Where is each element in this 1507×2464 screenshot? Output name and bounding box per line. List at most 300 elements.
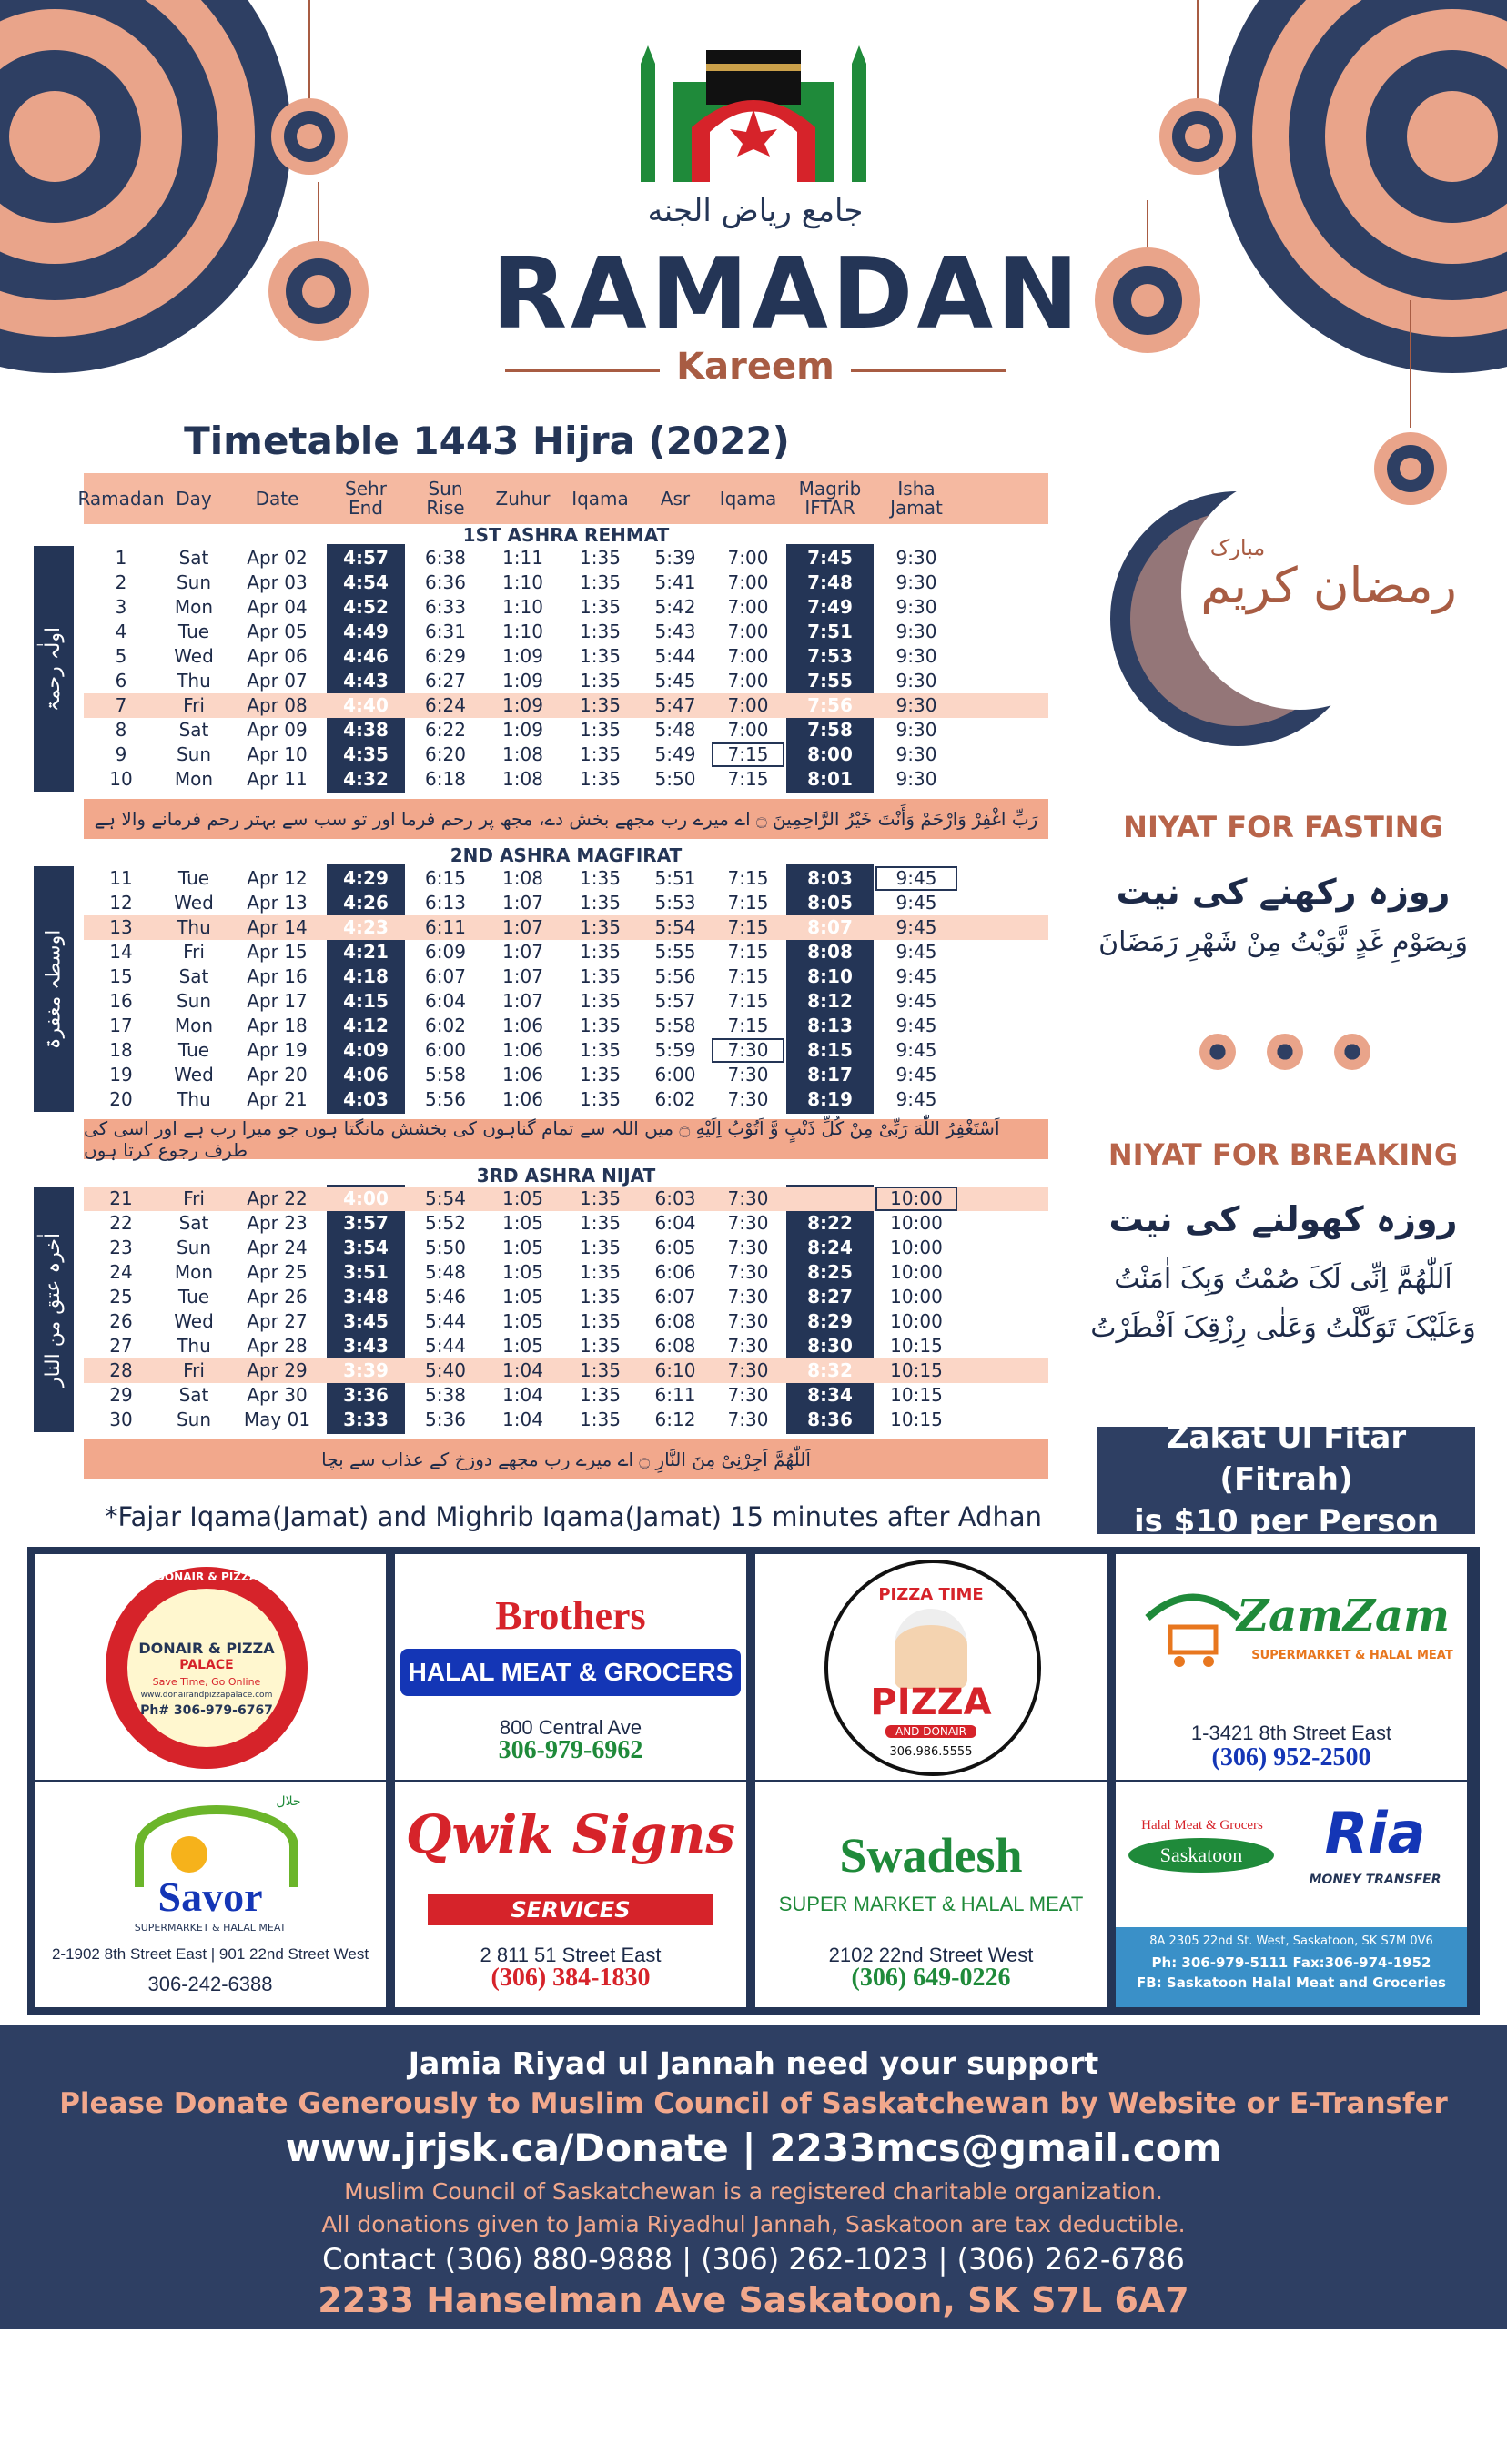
- table-cell: 4:18: [343, 965, 389, 987]
- table-cell: 4:38: [343, 719, 389, 741]
- swadesh-address: 2102 22nd Street West: [828, 1944, 1034, 1966]
- table-cell: 5:44: [425, 1310, 466, 1332]
- table-cell: 1:35: [580, 1015, 621, 1036]
- table-cell: 1:08: [502, 743, 543, 765]
- table-row: [84, 546, 1048, 571]
- footer-contact: Contact (306) 880-9888 | (306) 262-1023 | (306) 262-6786: [322, 2242, 1185, 2277]
- table-cell: 1:06: [502, 1064, 543, 1086]
- table-cell: 6:38: [425, 547, 466, 569]
- table-cell: Apr 03: [247, 571, 308, 593]
- table-cell: 8:19: [807, 1088, 853, 1110]
- table-cell: 7:00: [727, 694, 769, 716]
- table-cell: 6:09: [425, 941, 466, 963]
- crescent-moon-icon: [1101, 482, 1483, 755]
- table-cell: 5:46: [425, 1286, 466, 1308]
- table-cell: 1:07: [502, 941, 543, 963]
- niyat-fasting-urdu: روزہ رکھنے کی نیت: [1116, 872, 1451, 912]
- table-cell: 5:51: [654, 867, 696, 889]
- table-cell: 7:15: [727, 990, 769, 1012]
- table-cell: 6:31: [425, 621, 466, 642]
- table-cell: 4:49: [343, 621, 389, 642]
- table-cell: 6:02: [654, 1088, 696, 1110]
- ashra-side-text: اولٰہ رحمۃ: [42, 626, 66, 712]
- table-cell: 7:49: [807, 596, 853, 618]
- table-cell: Apr 18: [247, 1015, 308, 1036]
- table-cell: 8:12: [807, 990, 853, 1012]
- donair-name-2: PALACE: [179, 1658, 234, 1672]
- table-cell: Thu: [177, 670, 211, 692]
- niyat-breaking-arabic-1: اَللّٰهُمَّ اِنِّی لَکَ صُمْتُ وَبِکَ اٰمَنْتُ: [1114, 1263, 1452, 1295]
- table-cell: 6:03: [654, 1187, 696, 1209]
- table-cell: 9:30: [895, 670, 937, 692]
- table-cell: Thu: [177, 916, 211, 938]
- table-cell: 8:27: [807, 1286, 853, 1308]
- table-cell: 1:09: [502, 719, 543, 741]
- table-row: [84, 866, 1048, 891]
- ashra-side-text: اٰخرہ عتق من النار: [42, 1232, 66, 1387]
- column-header: Sun Rise: [426, 478, 465, 519]
- donair-phone: Ph# 306-979-6767: [140, 1703, 273, 1718]
- table-cell: 1:09: [502, 645, 543, 667]
- table-cell: Apr 26: [247, 1286, 308, 1308]
- chef-icon: [895, 1609, 967, 1689]
- table-cell: 7:15: [727, 965, 769, 987]
- table-cell: 7:15: [727, 768, 769, 790]
- table-cell: 6:05: [654, 1237, 696, 1258]
- table-cell: Apr 04: [247, 596, 308, 618]
- table-cell: 4:43: [343, 670, 389, 692]
- table-cell: 1:35: [580, 621, 621, 642]
- table-row: [84, 669, 1048, 693]
- table-cell: Sun: [176, 1409, 212, 1430]
- hanging-flower-left-2: [264, 182, 373, 346]
- brothers-banner: HALAL MEAT & GROCERS: [400, 1649, 741, 1696]
- table-cell: 1:07: [502, 965, 543, 987]
- table-cell: Sat: [178, 1384, 209, 1406]
- table-row: [84, 595, 1048, 620]
- table-cell: 7:00: [727, 621, 769, 642]
- table-cell: 1:05: [502, 1261, 543, 1283]
- table-cell: 9:30: [895, 547, 937, 569]
- ashra-side-label: [34, 546, 74, 792]
- table-cell: 5:48: [654, 719, 696, 741]
- ad-zamzam-supermarket[interactable]: [1116, 1554, 1467, 1780]
- table-cell: 5:53: [654, 892, 696, 914]
- hanging-flower-right-2: [1088, 200, 1207, 364]
- table-cell: 4:57: [343, 547, 389, 569]
- ria-sub: MONEY TRANSFER: [1309, 1873, 1441, 1887]
- table-row: [84, 1383, 1048, 1408]
- table-cell: 24: [109, 1261, 133, 1283]
- table-cell: 4:46: [343, 645, 389, 667]
- table-cell: 7:00: [727, 645, 769, 667]
- table-cell: 10:00: [890, 1237, 943, 1258]
- table-cell: Fri: [183, 1187, 205, 1209]
- table-cell: 6:11: [425, 916, 466, 938]
- pizzatime-sub: AND DONAIR: [885, 1725, 976, 1738]
- table-cell: 8:00: [807, 743, 853, 765]
- table-cell: 6:10: [654, 1359, 696, 1381]
- table-cell: 6:04: [654, 1212, 696, 1234]
- table-cell: Apr 02: [247, 547, 308, 569]
- table-cell: 1:10: [502, 621, 543, 642]
- savor-phone: 306-242-6388: [147, 1973, 273, 1995]
- table-cell: 12: [109, 892, 133, 914]
- ad-donair-pizza-palace[interactable]: [35, 1554, 386, 1780]
- table-cell: Apr 07: [247, 670, 308, 692]
- table-cell: 8:24: [807, 1237, 853, 1258]
- table-cell: 1:05: [502, 1237, 543, 1258]
- zamzam-phone: (306) 952-2500: [1211, 1743, 1371, 1772]
- timetable-footnote: *Fajar Iqama(Jamat) and Mighrib Iqama(Jamat) 15 minutes after Adhan: [105, 1501, 1042, 1532]
- ria-halal-text: Halal Meat & Grocers: [1141, 1818, 1263, 1833]
- table-cell: 5:38: [425, 1384, 466, 1406]
- ria-line-1: 8A 2305 22nd St. West, Saskatoon, SK S7M 0V6: [1149, 1934, 1433, 1948]
- column-header: Asr: [660, 487, 691, 510]
- table-cell: 8:22: [807, 1212, 853, 1234]
- table-cell: 1:35: [580, 990, 621, 1012]
- table-cell: 16: [109, 990, 133, 1012]
- table-row: [84, 940, 1048, 964]
- table-cell: 4:35: [343, 743, 389, 765]
- table-cell: 4:32: [343, 768, 389, 790]
- brothers-phone: 306-979-6962: [498, 1736, 643, 1764]
- table-header: [77, 473, 1048, 524]
- table-cell: 7:15: [727, 941, 769, 963]
- table-cell: 6:04: [425, 990, 466, 1012]
- table-cell: Apr 13: [247, 892, 308, 914]
- table-cell: 4:09: [343, 1039, 389, 1061]
- table-cell: 1:35: [580, 1261, 621, 1283]
- table-cell: 1:06: [502, 1015, 543, 1036]
- table-cell: 7:30: [727, 1261, 769, 1283]
- table-cell: Apr 21: [247, 1088, 308, 1110]
- table-cell: 6:08: [654, 1310, 696, 1332]
- table-cell: Mon: [174, 768, 214, 790]
- table-cell: 4:03: [343, 1088, 389, 1110]
- column-header: Isha Jamat: [890, 478, 943, 519]
- table-cell: 1:35: [580, 1384, 621, 1406]
- table-cell: 8:15: [807, 1039, 853, 1061]
- ad-qwik-signs[interactable]: [395, 1782, 746, 2007]
- zamzam-sub: SUPERMARKET & HALAL MEAT: [1251, 1649, 1453, 1662]
- table-row: [84, 1334, 1048, 1358]
- table-cell: 1:05: [502, 1335, 543, 1357]
- table-cell: 5:40: [425, 1359, 466, 1381]
- table-cell: 9:45: [895, 1015, 937, 1036]
- table-row: [84, 1260, 1048, 1285]
- table-cell: 3:57: [343, 1212, 389, 1234]
- table-cell: 7:00: [727, 547, 769, 569]
- table-cell: 11: [109, 867, 133, 889]
- table-cell: Apr 09: [247, 719, 308, 741]
- table-row: [84, 964, 1048, 989]
- table-row: [84, 1187, 1048, 1211]
- table-cell: 1:35: [580, 916, 621, 938]
- savor-address: 2-1902 8th Street East | 901 22nd Street West: [51, 1945, 369, 1963]
- table-cell: 7:00: [727, 596, 769, 618]
- table-cell: 6:07: [654, 1286, 696, 1308]
- table-cell: 1:05: [502, 1187, 543, 1209]
- table-row: [84, 693, 1048, 718]
- table-cell: 3:33: [343, 1409, 389, 1430]
- table-cell: 1: [115, 547, 127, 569]
- table-cell: 7:53: [807, 645, 853, 667]
- page-title: RAMADAN: [491, 237, 1083, 351]
- table-cell: 10:15: [890, 1384, 943, 1406]
- table-cell: 10:00: [890, 1261, 943, 1283]
- table-cell: 6: [115, 670, 127, 692]
- table-cell: 5:50: [654, 768, 696, 790]
- table-cell: 8:30: [807, 1335, 853, 1357]
- table-cell: Apr 11: [247, 768, 308, 790]
- table-row: [84, 644, 1048, 669]
- ad-pizza-time[interactable]: [755, 1554, 1107, 1780]
- ria-line-2: Ph: 306-979-5111 Fax:306-974-1952: [1151, 1954, 1431, 1971]
- table-row: [84, 915, 1048, 940]
- table-cell: 6:15: [425, 867, 466, 889]
- table-cell: Apr 10: [247, 743, 308, 765]
- table-cell: 5:50: [425, 1237, 466, 1258]
- table-cell: 25: [109, 1286, 133, 1308]
- table-cell: 4:40: [343, 694, 389, 716]
- ashra-dua: اَللّٰهُمَّ اَجِرْنِیْ مِنَ النَّارِ ۝ اے میرے رب مجھے دوزخ کے عذاب سے بچا: [84, 1439, 1048, 1479]
- donair-website: www.donairandpizzapalace.com: [140, 1691, 273, 1700]
- table-cell: 7:30: [727, 1237, 769, 1258]
- table-cell: 2: [115, 571, 127, 593]
- table-cell: 6:11: [654, 1384, 696, 1406]
- table-cell: 4:00: [343, 1187, 389, 1209]
- table-cell: Sun: [176, 990, 212, 1012]
- table-cell: 1:35: [580, 571, 621, 593]
- ad-brothers-halal-meat[interactable]: [395, 1554, 746, 1780]
- table-row: [84, 1014, 1048, 1038]
- table-cell: 8:36: [807, 1409, 853, 1430]
- ad-savor-supermarket[interactable]: [35, 1782, 386, 2007]
- table-cell: 8:34: [807, 1384, 853, 1406]
- zamzam-name: ZamZam: [1237, 1590, 1450, 1641]
- zakat-line-2: is $10 per Person: [1133, 1502, 1440, 1540]
- table-cell: 5:44: [425, 1335, 466, 1357]
- table-cell: 5:42: [654, 596, 696, 618]
- table-cell: Tue: [177, 1286, 210, 1308]
- table-cell: 1:35: [580, 743, 621, 765]
- table-cell: 8:32: [807, 1359, 853, 1381]
- table-cell: Tue: [177, 621, 210, 642]
- table-row: [84, 1285, 1048, 1309]
- footer-website-email[interactable]: www.jrjsk.ca/Donate | 2233mcs@gmail.com: [285, 2126, 1222, 2170]
- table-cell: 6:24: [425, 694, 466, 716]
- table-cell: 4:52: [343, 596, 389, 618]
- table-cell: 4:54: [343, 571, 389, 593]
- table-cell: 7:15: [712, 742, 784, 767]
- niyat-breaking-title: NIYAT FOR BREAKING: [1107, 1137, 1459, 1172]
- table-cell: 3:36: [343, 1384, 389, 1406]
- table-cell: Mon: [174, 596, 214, 618]
- table-cell: 8:07: [807, 916, 853, 938]
- column-header: Magrib IFTAR: [798, 478, 862, 519]
- table-cell: 1:07: [502, 892, 543, 914]
- table-cell: 9:30: [895, 719, 937, 741]
- table-row: [84, 742, 1048, 767]
- table-cell: Apr 06: [247, 645, 308, 667]
- table-cell: 3:45: [343, 1310, 389, 1332]
- table-cell: 8:13: [807, 1015, 853, 1036]
- table-cell: Apr 16: [247, 965, 308, 987]
- footer-tax-note: All donations given to Jamia Riyadhul Jannah, Saskatoon are tax deductible.: [321, 2211, 1186, 2237]
- table-cell: 6:13: [425, 892, 466, 914]
- ashra-side-text: اوسطہ مغفرۃ: [42, 929, 66, 1049]
- table-cell: 5: [115, 645, 127, 667]
- table-cell: 7:58: [807, 719, 853, 741]
- table-cell: 1:35: [580, 1088, 621, 1110]
- table-cell: 20: [109, 1088, 133, 1110]
- table-cell: 4:29: [343, 867, 389, 889]
- table-cell: 9:45: [875, 866, 957, 891]
- swadesh-phone: (306) 649-0226: [851, 1964, 1011, 1992]
- table-cell: 7:15: [727, 916, 769, 938]
- table-cell: Apr 12: [247, 867, 308, 889]
- table-cell: 5:47: [654, 694, 696, 716]
- mosque-logo: [628, 45, 879, 182]
- column-header: Date: [255, 487, 299, 510]
- table-cell: 15: [109, 965, 133, 987]
- table-cell: 10:00: [890, 1286, 943, 1308]
- table-cell: Sat: [178, 547, 209, 569]
- table-cell: 1:07: [502, 916, 543, 938]
- niyat-breaking-arabic-2: وَعَلَيْکَ تَوَکَّلْتُ وَعَلٰی رِزْقِکَ اَفْطَرْتُ: [1090, 1312, 1476, 1344]
- table-cell: 9:45: [895, 990, 937, 1012]
- table-cell: Tue: [177, 1039, 210, 1061]
- table-cell: 9:30: [895, 571, 937, 593]
- table-row: [84, 891, 1048, 915]
- table-cell: 27: [109, 1335, 133, 1357]
- table-cell: Apr 08: [247, 694, 308, 716]
- table-cell: 1:08: [502, 768, 543, 790]
- table-cell: Apr 23: [247, 1212, 308, 1234]
- table-cell: 8:08: [807, 941, 853, 963]
- table-cell: Apr 30: [247, 1384, 308, 1406]
- table-cell: 5:41: [654, 571, 696, 593]
- table-cell: 4: [115, 621, 127, 642]
- table-cell: 5:56: [425, 1088, 466, 1110]
- qwik-phone: (306) 384-1830: [491, 1964, 651, 1992]
- pizzatime-phone: 306.986.5555: [889, 1745, 973, 1759]
- table-cell: 5:56: [654, 965, 696, 987]
- flower-icon: [1334, 1034, 1370, 1070]
- table-cell: 9:45: [895, 1064, 937, 1086]
- table-cell: Apr 19: [247, 1039, 308, 1061]
- table-row: [84, 620, 1048, 644]
- table-row: [84, 1211, 1048, 1236]
- table-cell: 4:06: [343, 1064, 389, 1086]
- table-cell: 6:00: [654, 1064, 696, 1086]
- table-cell: 1:11: [502, 547, 543, 569]
- table-cell: 1:35: [580, 596, 621, 618]
- table-cell: Fri: [183, 941, 205, 963]
- table-cell: 1:35: [580, 867, 621, 889]
- table-cell: 1:35: [580, 892, 621, 914]
- table-row: [84, 767, 1048, 792]
- table-cell: 9:45: [895, 916, 937, 938]
- table-cell: 9:30: [895, 694, 937, 716]
- table-cell: 10: [109, 768, 133, 790]
- brothers-address: 800 Central Ave: [499, 1716, 642, 1739]
- ria-city: Saskatoon: [1128, 1838, 1274, 1873]
- table-cell: 1:35: [580, 768, 621, 790]
- table-cell: 1:35: [580, 1039, 621, 1061]
- table-cell: 7:30: [712, 1038, 784, 1063]
- table-cell: Wed: [174, 1064, 214, 1086]
- ria-line-3: FB: Saskatoon Halal Meat and Groceries: [1137, 1974, 1446, 1991]
- table-cell: 9:45: [895, 892, 937, 914]
- table-cell: Wed: [174, 892, 214, 914]
- table-cell: 1:35: [580, 1212, 621, 1234]
- crescent-small-text: مبارک: [1209, 535, 1266, 560]
- table-cell: Apr 22: [247, 1187, 308, 1209]
- qwik-name: Qwik Signs: [405, 1803, 736, 1865]
- ad-saskatoon-halal-ria[interactable]: [1116, 1782, 1467, 2007]
- table-cell: 7:15: [727, 1015, 769, 1036]
- table-cell: 5:57: [654, 990, 696, 1012]
- ad-swadesh-supermarket[interactable]: [755, 1782, 1107, 2007]
- mosque-urdu-name: جامع رياض الجنه: [647, 193, 864, 229]
- table-cell: Sat: [178, 719, 209, 741]
- niyat-fasting-arabic: وَبِصَوْمِ غَدٍ نَّوَيْتُ مِنْ شَهْرِ رَمَضَانَ: [1098, 926, 1468, 958]
- table-cell: 7:51: [807, 621, 853, 642]
- table-cell: Apr 27: [247, 1310, 308, 1332]
- table-cell: Mon: [174, 1261, 214, 1283]
- table-cell: 7:30: [727, 1310, 769, 1332]
- table-cell: 7:15: [727, 892, 769, 914]
- table-cell: 1:10: [502, 596, 543, 618]
- table-cell: 17: [109, 1015, 133, 1036]
- table-row: [84, 1309, 1048, 1334]
- table-cell: Apr 15: [247, 941, 308, 963]
- table-cell: 8:17: [807, 1064, 853, 1086]
- table-cell: 1:35: [580, 694, 621, 716]
- table-row: [84, 1358, 1048, 1383]
- ashra-dua: رَبِّ اغْفِرْ وَارْحَمْ وَأَنْتَ خَيْرُ الرَّاحِمِينَ ۝ اے میرے رب مجھے بخش دے، مجھ پر رحم فرما اور تو سب سے بہتر رحم فرمانے والا ہے: [84, 799, 1048, 839]
- niyat-breaking-urdu: روزہ کھولنے کی نیت: [1108, 1199, 1458, 1239]
- table-cell: 6:06: [654, 1261, 696, 1283]
- table-cell: 3:43: [343, 1335, 389, 1357]
- table-cell: Apr 17: [247, 990, 308, 1012]
- flower-icon: [1199, 1034, 1236, 1070]
- table-cell: 1:08: [502, 867, 543, 889]
- table-cell: Apr 29: [247, 1359, 308, 1381]
- table-cell: 9:30: [895, 743, 937, 765]
- table-cell: Wed: [174, 1310, 214, 1332]
- table-cell: 1:06: [502, 1039, 543, 1061]
- table-cell: 7:00: [727, 571, 769, 593]
- table-cell: Sun: [176, 1237, 212, 1258]
- table-cell: 1:05: [502, 1286, 543, 1308]
- table-cell: 7:30: [727, 1187, 769, 1209]
- table-cell: 1:35: [580, 1064, 621, 1086]
- table-cell: 18: [109, 1039, 133, 1061]
- column-header: Ramadan: [77, 487, 165, 510]
- table-cell: Apr 25: [247, 1261, 308, 1283]
- table-cell: 21: [109, 1187, 133, 1209]
- table-cell: 9: [115, 743, 127, 765]
- table-cell: Apr 20: [247, 1064, 308, 1086]
- table-cell: 1:35: [580, 1237, 621, 1258]
- table-cell: 7:30: [727, 1064, 769, 1086]
- table-cell: 26: [109, 1310, 133, 1332]
- donair-ring-text: DONAIR & PIZZA: [156, 1570, 258, 1583]
- table-cell: Wed: [174, 645, 214, 667]
